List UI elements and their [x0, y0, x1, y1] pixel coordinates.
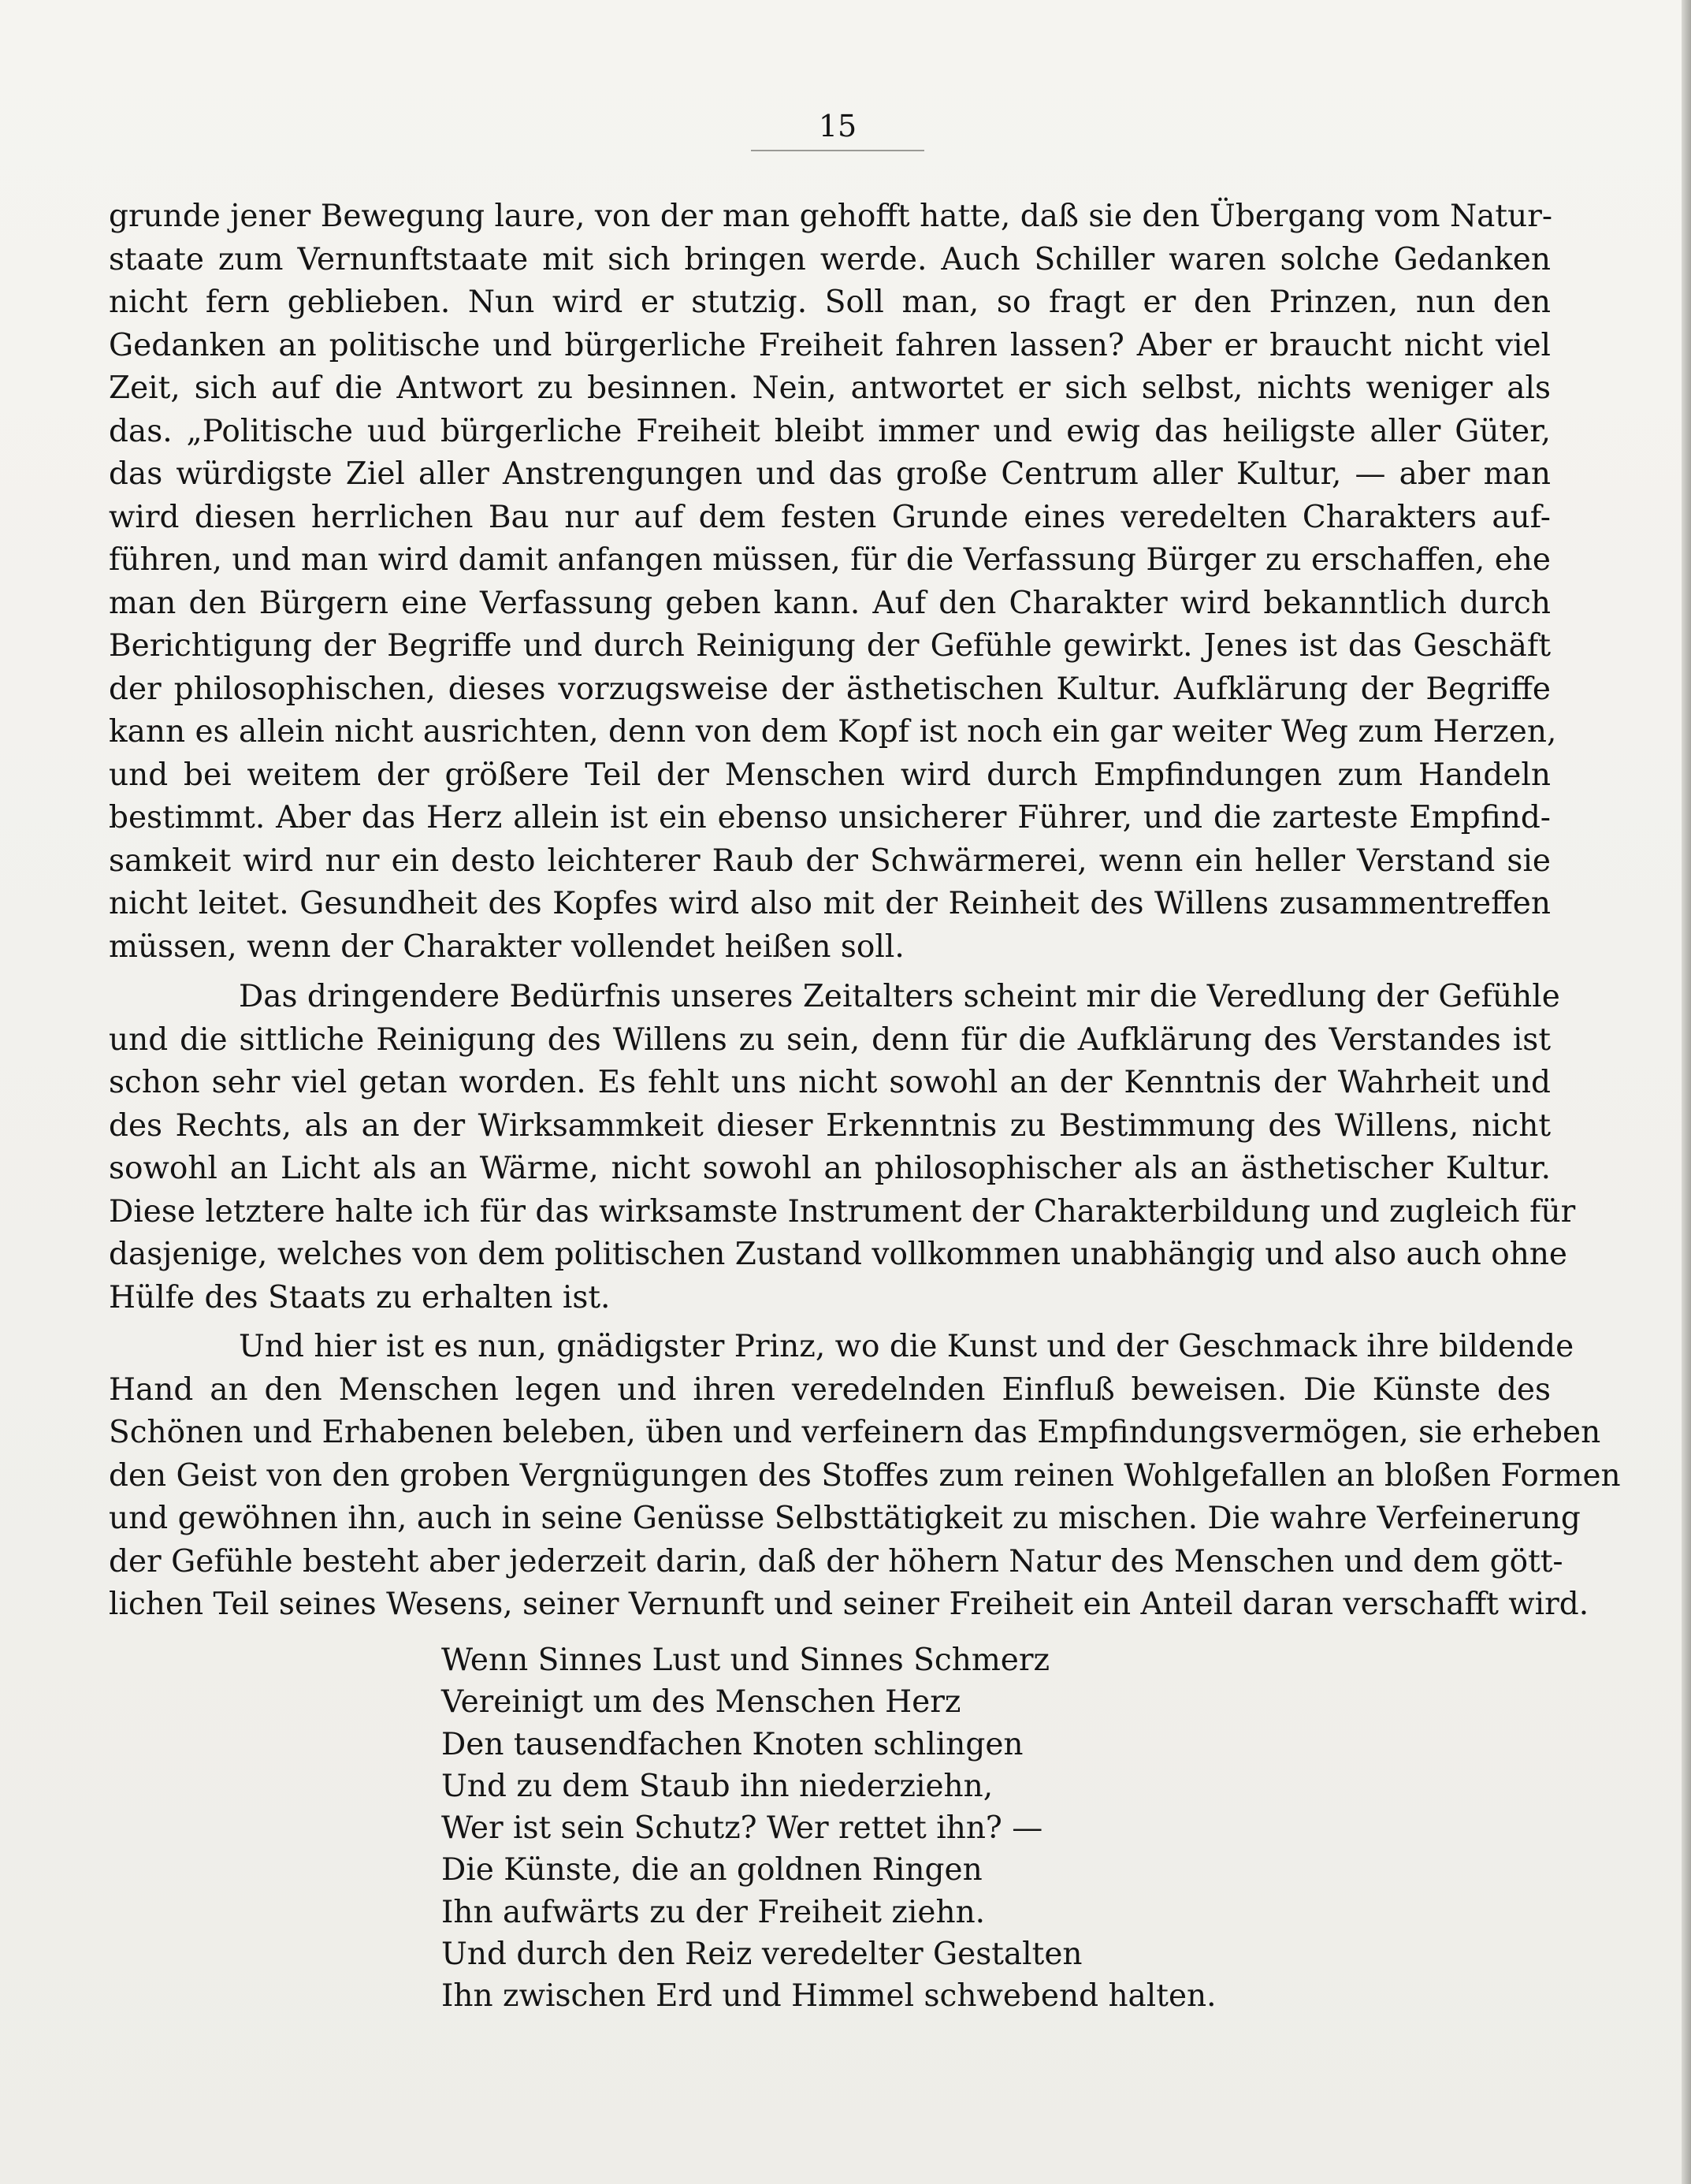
- paragraph-2: [109, 976, 1576, 1319]
- text-line: samkeit wird nur ein desto leichterer Raub der Schwärmerei, wenn ein heller Verstand sie: [109, 843, 1551, 879]
- text-line: sowohl an Licht als an Wärme, nicht sowohl an philosophischer als an ästhetischer Kultur.: [109, 1151, 1551, 1186]
- text-line: wird diesen herrlichen Bau nur auf dem festen Grunde eines veredelten Charakters auf-: [109, 499, 1551, 535]
- poem-line: Ihn aufwärts zu der Freiheit ziehn.: [441, 1894, 986, 1930]
- text-line: grunde jener Bewegung laure, von der man gehofft hatte, daß sie den Übergang vom Natur-: [109, 199, 1553, 234]
- text-line: Und hier ist es nun, gnädigster Prinz, wo die Kunst und der Geschmack ihre bildende: [239, 1329, 1574, 1364]
- text-line: Berichtigung der Begriffe und durch Reinigung der Gefühle gewirkt. Jenes ist das Geschäft: [109, 628, 1551, 664]
- text-line: Hand an den Menschen legen und ihren veredelnden Einfluß beweisen. Die Künste des: [109, 1371, 1551, 1408]
- text-line: nicht fern geblieben. Nun wird er stutzig. Soll man, so fragt er den Prinzen, nun den: [109, 285, 1551, 320]
- poem-line: Und durch den Reiz veredelter Gestalten: [441, 1937, 1083, 1973]
- text-line: führen, und man wird damit anfangen müssen, für die Verfassung Bürger zu erschaffen, ehe: [109, 542, 1551, 578]
- text-line: kann es allein nicht ausrichten, denn von dem Kopf ist noch ein gar weiter Weg zum Herzen,: [109, 714, 1557, 750]
- poem-block: [441, 1639, 1217, 2018]
- text-line: staate zum Vernunftstaate mit sich bringen werde. Auch Schiller waren solche Gedanken: [109, 241, 1551, 277]
- text-line: und gewöhnen ihn, auch in seine Genüsse Selbsttätigkeit zu mischen. Die wahre Verfeinerung: [109, 1501, 1581, 1536]
- text-line: des Rechts, als an der Wirksammkeit dieser Erkenntnis zu Bestimmung des Willens, nicht: [109, 1107, 1551, 1144]
- text-line: das würdigste Ziel aller Anstrengungen und das große Centrum aller Kultur, — aber man: [109, 456, 1551, 492]
- text-line: man den Bürgern eine Verfassung geben kann. Auf den Charakter wird bekanntlich durch: [109, 585, 1551, 621]
- text-line: und bei weitem der größere Teil der Menschen wird durch Empfindungen zum Handeln: [109, 757, 1551, 793]
- text-line: nicht leitet. Gesundheit des Kopfes wird also mit der Reinheit des Willens zusammentreffen: [109, 886, 1551, 921]
- text-line: Gedanken an politische und bürgerliche Freiheit fahren lassen? Aber er braucht nicht viel: [109, 327, 1551, 363]
- text-line: dasjenige, welches von dem politischen Zustand vollkommen unabhängig und also auch ohne: [109, 1237, 1568, 1272]
- poem-line: Vereinigt um des Menschen Herz: [441, 1684, 961, 1721]
- poem-line: Wer ist sein Schutz? Wer rettet ihn? —: [441, 1810, 1043, 1847]
- poem-line: Die Künste, die an goldnen Ringen: [441, 1852, 983, 1888]
- paragraph-3: [109, 1326, 1621, 1627]
- poem-line: Und zu dem Staub ihn niederziehn,: [441, 1768, 994, 1804]
- text-line: Hülfe des Staats zu erhalten ist.: [109, 1279, 611, 1315]
- text-line: und die sittliche Reinigung des Willens zu sein, denn für die Aufklärung des Verstandes ist: [109, 1021, 1551, 1058]
- text-line: bestimmt. Aber das Herz allein ist ein ebenso unsicherer Führer, und die zarteste Empfind-: [109, 800, 1551, 835]
- page-edge-shadow: [1682, 0, 1691, 2184]
- poem-line: Ihn zwischen Erd und Himmel schwebend halten.: [441, 1978, 1217, 2015]
- poem-line: Wenn Sinnes Lust und Sinnes Schmerz: [441, 1643, 1050, 1678]
- text-line: Zeit, sich auf die Antwort zu besinnen. Nein, antwortet er sich selbst, nichts weniger als: [109, 370, 1551, 406]
- text-line: das. „Politische uud bürgerliche Freiheit bleibt immer und ewig das heiligste aller Güter,: [109, 413, 1551, 449]
- text-line: Diese letztere halte ich für das wirksamste Instrument der Charakterbildung und zugleich für: [109, 1193, 1576, 1230]
- poem-line: Den tausendfachen Knoten schlingen: [441, 1726, 1024, 1762]
- text-line: müssen, wenn der Charakter vollendet heißen soll.: [109, 928, 905, 965]
- text-line: der Gefühle besteht aber jederzeit darin, daß der höhern Natur des Menschen und dem gött-: [109, 1543, 1563, 1579]
- header-rule: [751, 150, 924, 151]
- page-number: 15: [818, 109, 857, 143]
- text-line: Das dringendere Bedürfnis unseres Zeitalters scheint mir die Veredlung der Gefühle: [239, 979, 1560, 1014]
- text-line: lichen Teil seines Wesens, seiner Vernunft und seiner Freiheit ein Anteil daran verschafft wird.: [109, 1587, 1589, 1622]
- paragraph-1: [109, 195, 1557, 969]
- text-line: den Geist von den groben Vergnügungen des Stoffes zum reinen Wohlgefallen an bloßen Formen: [109, 1457, 1621, 1494]
- text-line: der philosophischen, dieses vorzugsweise der ästhetischen Kultur. Aufklärung der Begriffe: [109, 671, 1551, 707]
- text-line: schon sehr viel getan worden. Es fehlt uns nicht sowohl an der Kenntnis der Wahrheit und: [109, 1065, 1551, 1100]
- text-line: Schönen und Erhabenen beleben, üben und verfeinern das Empfindungsvermögen, sie erheben: [109, 1415, 1601, 1450]
